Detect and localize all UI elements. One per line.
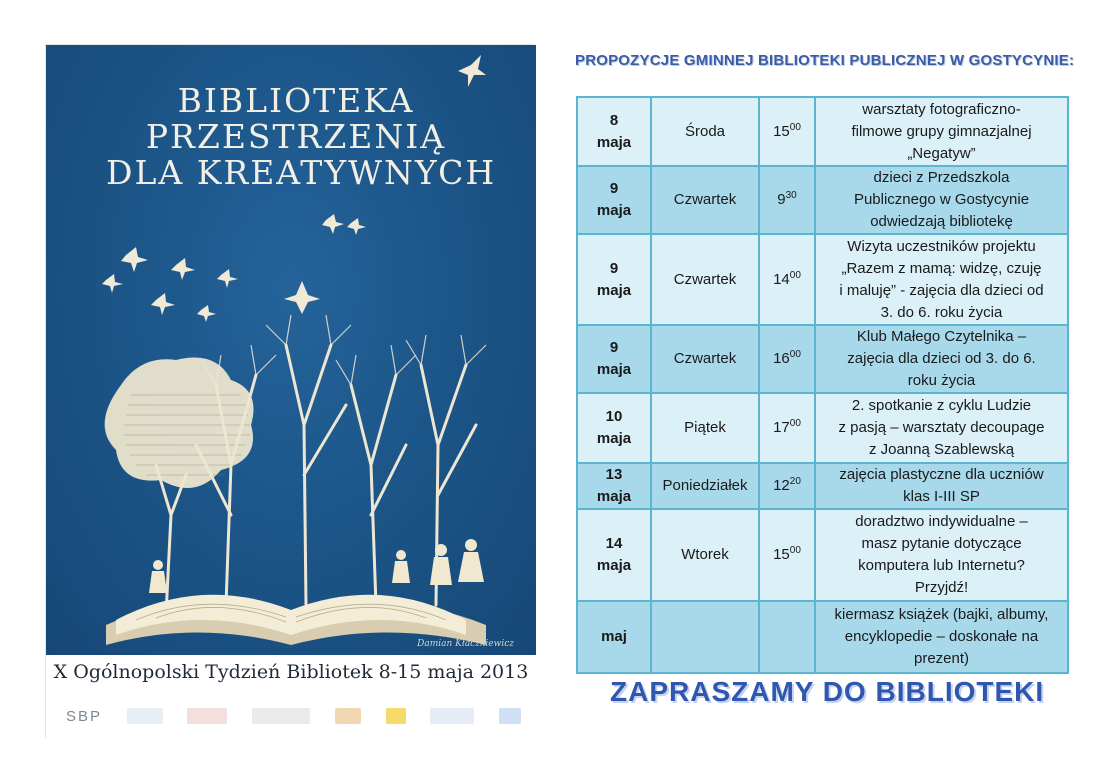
event-description-line: dzieci z Przedszkola [873, 169, 1010, 186]
event-description-line: warsztaty fotograficzno- [862, 100, 1021, 118]
event-time-minute: 00 [789, 349, 801, 360]
event-description-line: komputera lub Internetu? [858, 557, 1025, 574]
event-time-hour: 15 [773, 122, 790, 140]
event-description-line: doradztwo indywidualne – [855, 513, 1028, 530]
event-time [759, 166, 815, 234]
poster-title [106, 81, 497, 192]
event-description-line: i maluję” - zajęcia dla dzieci od [839, 281, 1044, 299]
schedule-row [577, 601, 1068, 673]
sponsor-logo-icon [499, 708, 521, 724]
schedule-row [577, 97, 1068, 166]
sponsor-logo-icon [127, 708, 163, 724]
event-date [577, 509, 651, 601]
event-day-number: 10 [605, 408, 623, 425]
event-description-line: Publicznego w Gostycynie [853, 191, 1030, 208]
program-heading: PROPOZYCJE GMINNEJ BIBLIOTEKI PUBLICZNEJ W GOSTYCYNIE: [575, 52, 1075, 69]
event-month: maja [596, 361, 632, 378]
event-time-minute: 20 [789, 476, 801, 487]
event-description [815, 97, 1068, 166]
event-description-line: Przyjdź! [914, 579, 969, 596]
poster-title-line: DLA KREATYWNYCH [106, 153, 497, 192]
event-description-line: z Joanną Szablewską [868, 441, 1015, 458]
event-weekday: Czwartek [651, 234, 759, 325]
event-time-hour: 9 [777, 191, 786, 208]
event-description-line: „Negatyw” [907, 144, 976, 162]
sponsor-logo-icon [335, 708, 361, 724]
event-weekday: Wtorek [651, 509, 759, 601]
invitation-text: ZAPRASZAMY DO BIBLIOTEKI [610, 676, 1045, 707]
event-description-line: roku życia [907, 372, 976, 389]
event-description [815, 166, 1068, 234]
event-weekday: Środa [651, 97, 759, 166]
event-day-number: 14 [605, 535, 623, 552]
event-time [759, 97, 815, 166]
schedule-row [577, 325, 1068, 393]
event-description-line: zajęcia dla dzieci od 3. do 6. [847, 350, 1036, 367]
event-month: maja [596, 133, 632, 151]
event-description-line: 2. spotkanie z cyklu Ludzie [851, 397, 1032, 414]
event-weekday: Czwartek [651, 166, 759, 234]
event-time-minute: 00 [789, 121, 801, 133]
event-weekday [651, 601, 759, 673]
event-time [759, 325, 815, 393]
event-month: maja [596, 281, 632, 299]
event-time [759, 393, 815, 463]
event-description-line: klas I-III SP [903, 488, 980, 505]
event-description-line: zajęcia plastyczne dla uczniów [839, 466, 1044, 483]
event-time [759, 234, 815, 325]
poster-title-line: PRZESTRZENIĄ [145, 117, 447, 156]
event-month: maja [596, 488, 632, 505]
event-description-line: 3. do 6. roku życia [880, 303, 1003, 321]
poster-event-title: X Ogólnopolski Tydzień Bibliotek 8-15 maja 2013 [53, 661, 529, 683]
event-description [815, 234, 1068, 325]
event-date [577, 234, 651, 325]
sponsor-logo-icon [386, 708, 406, 724]
event-description [815, 509, 1068, 601]
event-description [815, 393, 1068, 463]
event-time [759, 601, 815, 673]
poster-artwork [46, 45, 536, 655]
poster-footer [46, 655, 536, 739]
schedule-row [577, 509, 1068, 601]
event-weekday: Piątek [651, 393, 759, 463]
schedule-row [577, 393, 1068, 463]
event-time-minute: 00 [789, 418, 801, 429]
schedule-row [577, 166, 1068, 234]
event-time-minute: 00 [789, 545, 801, 556]
event-time-hour: 14 [773, 270, 790, 288]
event-time-minute: 30 [785, 190, 797, 201]
event-date [577, 463, 651, 509]
event-poster [45, 44, 535, 738]
event-time [759, 463, 815, 509]
event-month: maja [596, 202, 632, 219]
event-description-line: prezent) [913, 650, 970, 667]
event-day-number: 9 [609, 180, 619, 197]
event-description-line: z pasją – warsztaty decoupage [838, 419, 1045, 436]
event-month: maja [596, 430, 632, 447]
schedule-table [576, 96, 1069, 674]
event-time-hour: 15 [773, 546, 790, 563]
sponsor-logo-icon [252, 708, 310, 724]
event-day-number: 13 [605, 466, 623, 483]
event-description [815, 325, 1068, 393]
event-description-line: Wizyta uczestników projektu [847, 237, 1036, 255]
sponsor-logo-icon [430, 708, 474, 724]
event-month: maja [596, 557, 632, 574]
event-day-number: 9 [609, 339, 619, 356]
event-description-line: masz pytanie dotyczące [861, 535, 1022, 552]
schedule-row [577, 234, 1068, 325]
event-day-number: 9 [609, 259, 619, 277]
event-weekday: Poniedziałek [651, 463, 759, 509]
sponsor-logos [66, 699, 521, 733]
event-date [577, 601, 651, 673]
event-day-number: 8 [609, 111, 619, 129]
sbp-logo: SBP [66, 707, 103, 725]
open-book-icon [106, 595, 486, 645]
event-description-line: Klub Małego Czytelnika – [856, 328, 1027, 345]
event-date [577, 325, 651, 393]
event-description-line: encyklopedie – doskonałe na [844, 628, 1039, 645]
event-description [815, 463, 1068, 509]
sponsor-logo-icon [187, 708, 227, 724]
poster-artist-credit: Damian Kłaczkiewicz [417, 639, 514, 649]
event-description [815, 601, 1068, 673]
event-time-hour: 16 [773, 350, 790, 367]
event-time [759, 509, 815, 601]
event-date [577, 393, 651, 463]
event-time-minute: 00 [789, 269, 801, 281]
event-description-line: filmowe grupy gimnazjalnej [851, 122, 1032, 140]
event-date [577, 97, 651, 166]
event-description-line: „Razem z mamą: widzę, czuję [841, 259, 1042, 277]
event-month: maj [601, 628, 627, 645]
poster-title-line: BIBLIOTEKA [177, 81, 415, 120]
event-weekday: Czwartek [651, 325, 759, 393]
event-description-line: kiermasz książek (bajki, albumy, [834, 606, 1049, 623]
event-description-line: odwiedzają bibliotekę [870, 213, 1013, 230]
event-time-hour: 12 [773, 477, 790, 494]
schedule-row [577, 463, 1068, 509]
event-time-hour: 17 [773, 419, 790, 436]
event-date [577, 166, 651, 234]
